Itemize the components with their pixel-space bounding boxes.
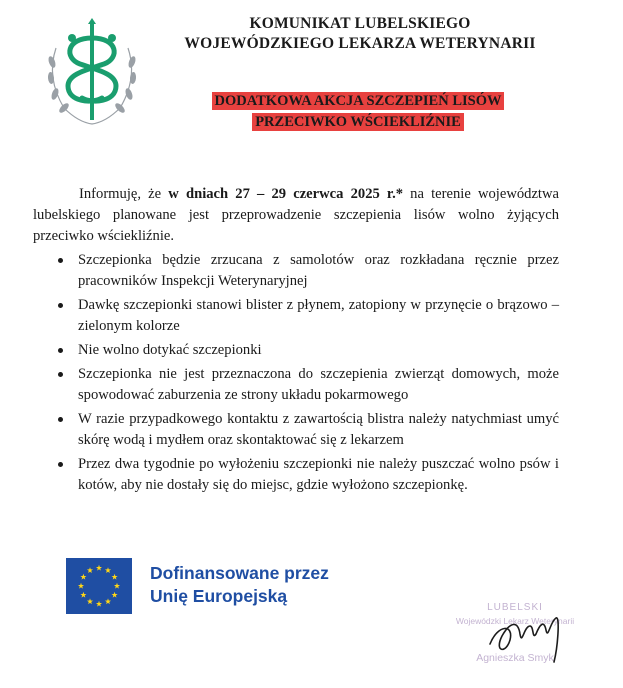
- caduceus-icon: [42, 18, 142, 130]
- eu-line-1: Dofinansowane przez: [150, 563, 329, 583]
- eu-flag-icon: [66, 558, 132, 614]
- warning-list: [58, 250, 559, 499]
- stamp-line-3: Agnieszka Smyk: [476, 652, 554, 664]
- list-item: Szczepionka będzie zrzucana z samolotów oraz rozkładana ręcznie przez pracowników Inspekcji Weterynaryjnej: [58, 250, 559, 292]
- title-line-2: WOJEWÓDZKIEGO LEKARZA WETERYNARII: [184, 35, 536, 52]
- list-item: Nie wolno dotykać szczepionki: [58, 340, 559, 361]
- title-line-1: KOMUNIKAT LUBELSKIEGO: [249, 15, 471, 32]
- list-item: Szczepionka nie jest przeznaczona do szczepienia zwierząt domowych, może spowodować zaburzenia ze strony układu pokarmowego: [58, 364, 559, 406]
- intro-paragraph: [33, 184, 559, 247]
- intro-date: w dniach 27 – 29 czerwca 2025 r.: [168, 186, 396, 202]
- campaign-line-1: DODATKOWA AKCJA SZCZEPIEŃ LISÓW: [212, 92, 505, 110]
- eu-line-2: Unię Europejską: [150, 586, 288, 606]
- stamp-line-2: Wojewódzki Lekarz Weterynarii: [455, 616, 575, 626]
- intro-text-2: na terenie województwa lubelskiego planowane jest przeprowadzenie szczepienia lisów wolno żyjących przeciwko wściekliźnie.: [33, 186, 560, 244]
- intro-text-1: Informuję, że: [79, 186, 169, 202]
- stamp-line-1: LUBELSKI: [487, 602, 543, 613]
- list-item: W razie przypadkowego kontaktu z zawartością blistra należy natychmiast umyć skórę wodą i mydłem oraz skontaktować się z lekarzem: [58, 409, 559, 451]
- page-title: [150, 14, 570, 54]
- eu-funding-text: [150, 562, 329, 608]
- intro-asterisk: *: [395, 186, 404, 202]
- campaign-heading: [200, 91, 516, 133]
- list-item: Dawkę szczepionki stanowi blister z płynem, zatopiony w przynęcie o brązowo – zielonym kolorze: [58, 295, 559, 337]
- campaign-line-2: PRZECIWKO WŚCIEKLIŹNIE: [252, 113, 464, 131]
- list-item: Przez dwa tygodnie po wyłożeniu szczepionki nie należy puszczać wolno psów i kotów, aby nie dostały się do miejsc, gdzie wyłożono szczepionkę.: [58, 454, 559, 496]
- signature-icon: [480, 600, 570, 670]
